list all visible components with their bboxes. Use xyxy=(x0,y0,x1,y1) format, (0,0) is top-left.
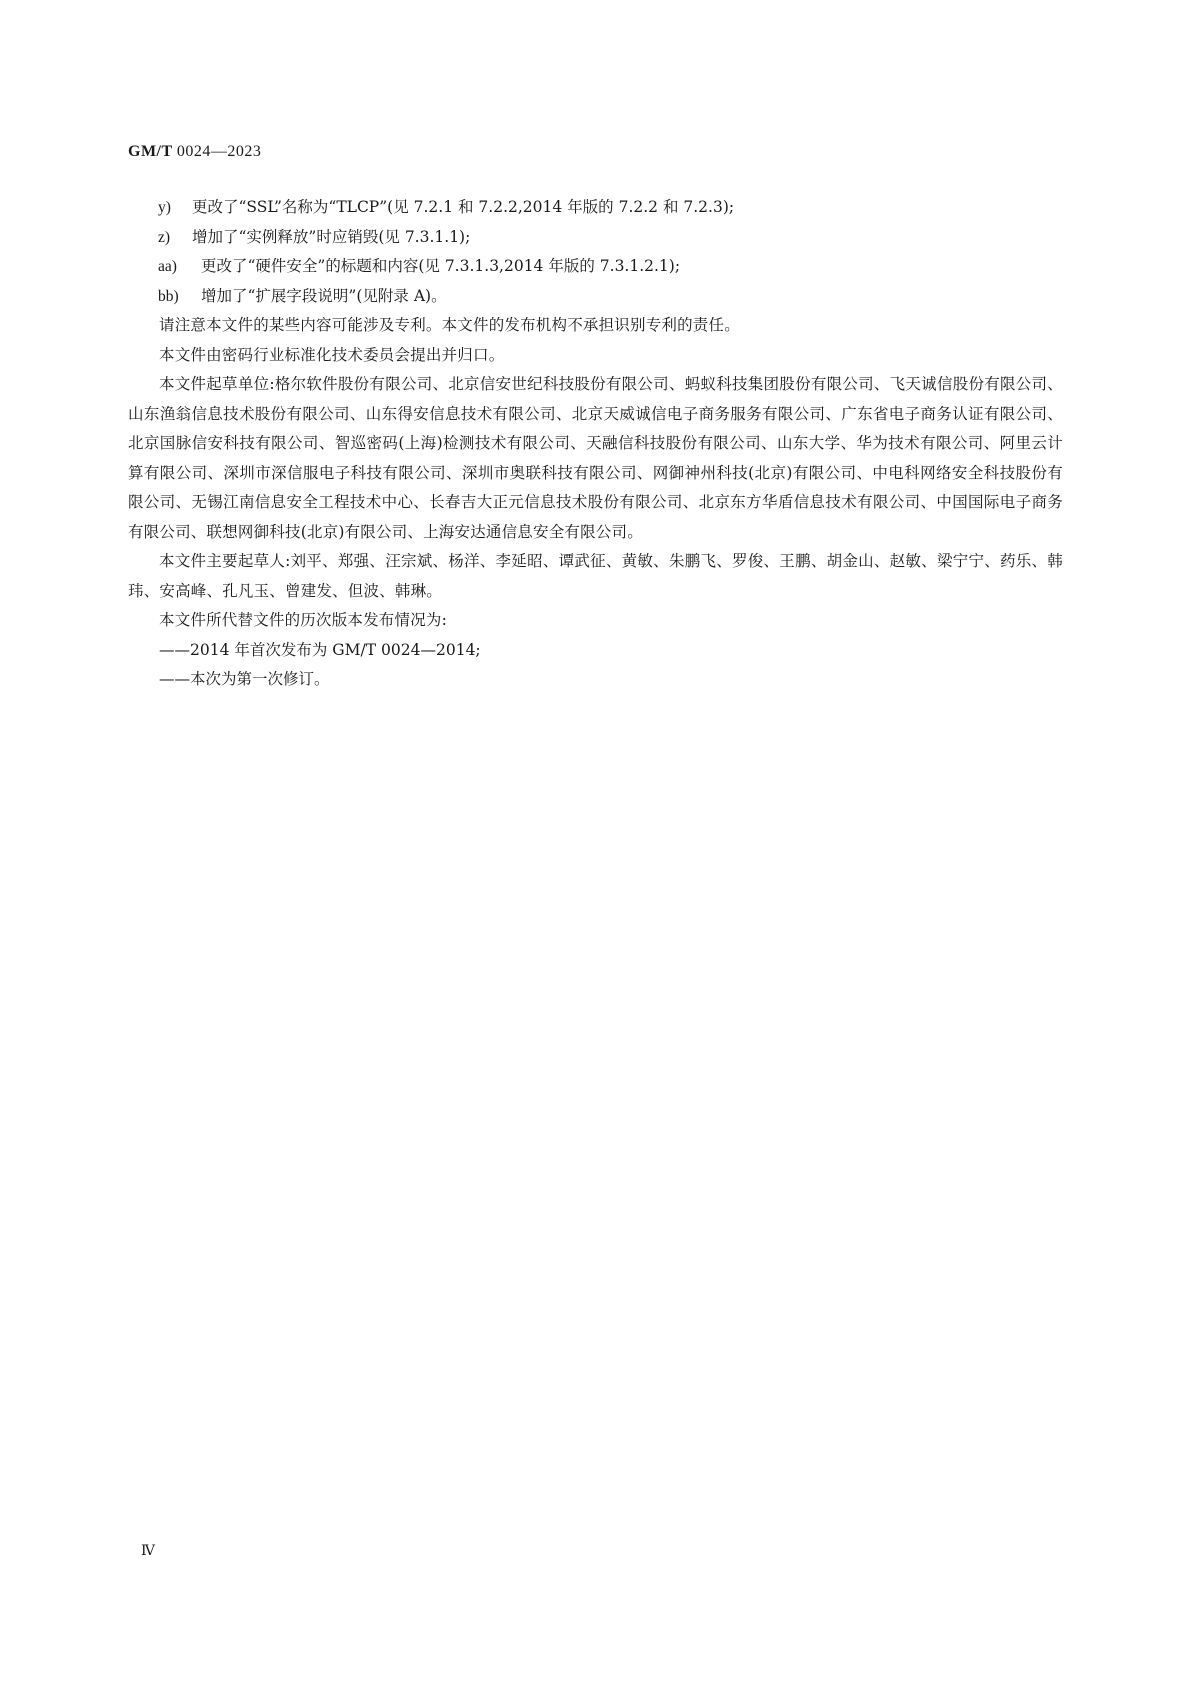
list-item-text: 增加了“扩展字段说明”(见附录 A)。 xyxy=(201,286,447,305)
page-number: Ⅳ xyxy=(141,1544,155,1559)
document-body xyxy=(128,193,1063,695)
list-marker: bb) xyxy=(158,287,179,305)
list-item-text: 更改了“硬件安全”的标题和内容(见 7.3.1.3,2014 年版的 7.3.1.2.1); xyxy=(201,257,681,275)
history-item: ——本次为第一次修订。 xyxy=(159,670,330,688)
standard-code-header xyxy=(128,143,261,161)
change-item-z xyxy=(128,223,1063,253)
change-item-y xyxy=(128,193,1063,223)
history-item: ——2014 年首次发布为 GM/T 0024—2014; xyxy=(159,640,481,659)
list-item-text: 增加了“实例释放”时应销毁(见 7.3.1.1); xyxy=(192,227,471,246)
standard-code-prefix: GM/T xyxy=(128,143,173,160)
change-item-aa xyxy=(128,252,1063,282)
list-marker: aa) xyxy=(158,258,177,275)
drafting-units-paragraph: 本文件起草单位:格尔软件股份有限公司、北京信安世纪科技股份有限公司、蚂蚁科技集团股份有限公司、飞天诚信股份有限公司、山东渔翁信息技术股份有限公司、山东得安信息技术有限公司、北京天威诚信电子商务服务有限公司、广东省电子商务认证有限公司、北京国脉信安科技有限公司、智巡密码(上海)检测技术有限公司、天融信科技股份有限公司、山东大学、华为技术有限公司、阿里云计算有限公司、深圳市深信服电子科技有限公司、深圳市奥联科技有限公司、网御神州科技(北京)有限公司、中电科网络安全科技股份有限公司、无锡江南信息安全工程技术中心、长春吉大正元信息技术股份有限公司、北京东方华盾信息技术有限公司、中国国际电子商务有限公司、联想网御科技(北京)有限公司、上海安达通信息安全有限公司。 xyxy=(128,375,1063,541)
main-drafters-paragraph: 本文件主要起草人:刘平、郑强、汪宗斌、杨洋、李延昭、谭武征、黄敏、朱鹏飞、罗俊、王鹏、胡金山、赵敏、梁宁宁、药乐、韩玮、安高峰、孔凡玉、曾建发、但波、韩琳。 xyxy=(128,552,1063,600)
list-marker: z) xyxy=(158,228,171,246)
list-marker: y) xyxy=(158,199,171,216)
standard-code-number: 0024—2023 xyxy=(176,143,262,160)
change-item-bb xyxy=(128,282,1063,312)
list-item-text: 更改了“SSL”名称为“TLCP”(见 7.2.1 和 7.2.2,2014 年版的 7.2.2 和 7.2.3); xyxy=(192,198,735,216)
history-intro-paragraph: 本文件所代替文件的历次版本发布情况为: xyxy=(159,611,448,629)
patent-notice-paragraph: 请注意本文件的某些内容可能涉及专利。本文件的发布机构不承担识别专利的责任。 xyxy=(159,316,740,334)
proposer-paragraph: 本文件由密码行业标准化技术委员会提出并归口。 xyxy=(159,345,505,364)
